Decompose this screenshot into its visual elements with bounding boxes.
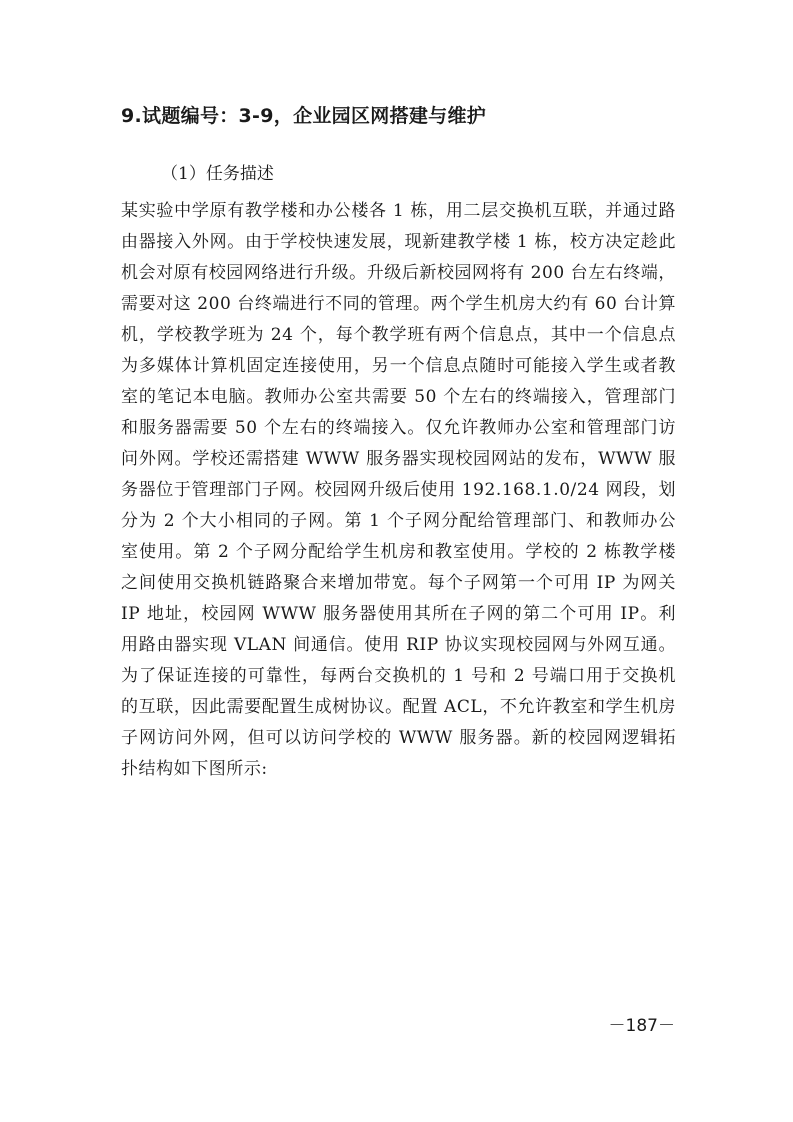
page-number: －187－ (608, 1016, 675, 1036)
subsection-heading: （1）任务描述 (161, 164, 274, 184)
body-paragraph: 某实验中学原有教学楼和办公楼各 1 栋，用二层交换机互联，并通过路由器接入外网。由于学校快速发展，现新建教学楼 1 栋，校方决定趁此机会对原有校园网络进行升级。升级后新校园网将有 200 台左右终端，需要对这 200 台终端进行不同的管理。两个学生机房大约有 60 台计算机，学校教学班为 24 个，每个教学班有两个信息点，其中一个信息点为多媒体计算机固定连接使用，另一个信息点随时可能接入学生或者教室的笔记本电脑。教师办公室共需要 50 个左右的终端接入，管理部门和服务器需要 50 个左右的终端接入。仅允许教师办公室和管理部门访问外网。学校还需搭建 WWW 服务器实现校园网站的发布，WWW 服务器位于管理部门子网。校园网升级后使用 192.168.1.0/24 网段，划分为 2 个大小相同的子网。第 1 个子网分配给管理部门、和教师办公室使用。第 2 个子网分配给学生机房和教室使用。学校的 2 栋教学楼之间使用交换机链路聚合来增加带宽。每个子网第一个可用 IP 为网关 IP 地址，校园网 WWW 服务器使用其所在子网的第二个可用 IP。利用路由器实现 VLAN 间通信。使用 RIP 协议实现校园网与外网互通。为了保证连接的可靠性，每两台交换机的 1 号和 2 号端口用于交换机的互联，因此需要配置生成树协议。配置 ACL，不允许教室和学生机房子网访问外网，但可以访问学校的 WWW 服务器。新的校园网逻辑拓扑结构如下图所示: (121, 201, 676, 779)
section-heading: 9.试题编号：3-9，企业园区网搭建与维护 (121, 105, 487, 127)
